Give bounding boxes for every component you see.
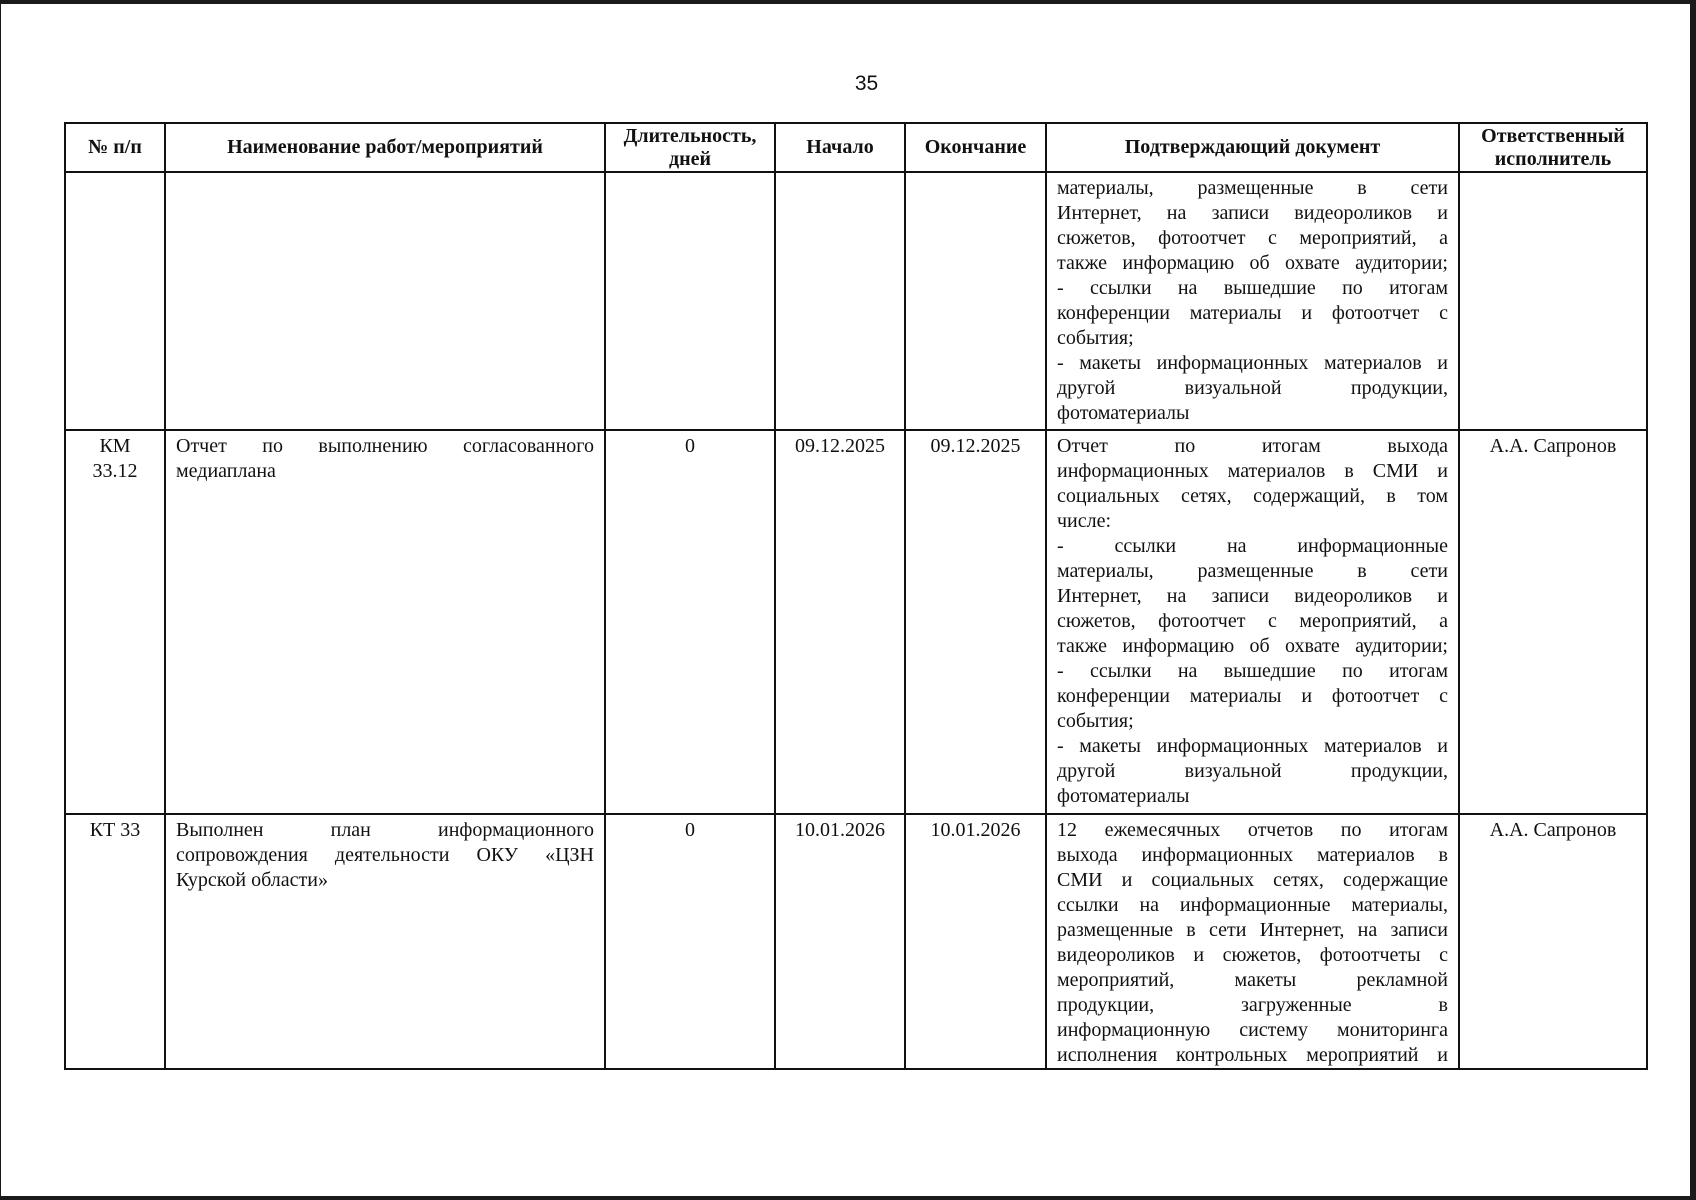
cell-responsible <box>1459 172 1647 430</box>
document-line: размещенные в сети Интернет, на записи <box>1057 919 1448 941</box>
document-line: информационных материалов в СМИ и <box>1057 460 1448 482</box>
cell-document <box>1046 814 1459 1069</box>
document-line: сюжетов, фотоотчет с мероприятий, а <box>1057 227 1448 249</box>
name-line: Выполнен план информационного <box>176 819 594 841</box>
document-line: социальных сетях, содержащий, в том <box>1057 485 1448 507</box>
document-line: Интернет, на записи видеороликов и <box>1057 202 1448 224</box>
cell-responsible: А.А. Сапронов <box>1459 814 1647 1069</box>
document-line: информационную систему мониторинга <box>1057 1019 1448 1041</box>
cell-duration <box>605 172 775 430</box>
document-line: видеороликов и сюжетов, фотоотчеты с <box>1057 944 1448 966</box>
table-row <box>65 172 1647 430</box>
document-line: конференции материалы и фотоотчет с <box>1057 685 1448 707</box>
header-start: Начало <box>775 123 905 172</box>
document-line: - макеты информационных материалов и <box>1057 735 1448 757</box>
cell-document <box>1046 172 1459 430</box>
table-row <box>65 814 1647 1069</box>
document-line: также информацию об охвате аудитории; <box>1057 635 1448 657</box>
document-line: конференции материалы и фотоотчет с <box>1057 302 1448 324</box>
name-line: медиаплана <box>176 460 276 482</box>
cell-start <box>775 172 905 430</box>
cell-name <box>165 430 605 814</box>
document-line: Интернет, на записи видеороликов и <box>1057 585 1448 607</box>
name-line: Курской области» <box>176 869 328 891</box>
document-line: числе: <box>1057 510 1112 532</box>
header-duration: Длительность, дней <box>605 123 775 172</box>
cell-duration: 0 <box>605 814 775 1069</box>
document-line: другой визуальной продукции, <box>1057 377 1448 399</box>
document-line: материалы, размещенные в сети <box>1057 177 1448 199</box>
document-line: 12 ежемесячных отчетов по итогам <box>1057 819 1448 841</box>
header-end: Окончание <box>905 123 1046 172</box>
cell-end: 09.12.2025 <box>905 430 1046 814</box>
table-row <box>65 430 1647 814</box>
cell-end: 10.01.2026 <box>905 814 1046 1069</box>
cell-responsible: А.А. Сапронов <box>1459 430 1647 814</box>
document-line: события; <box>1057 710 1134 732</box>
document-line: ссылки на информационные материалы, <box>1057 894 1448 916</box>
document-line: материалы, размещенные в сети <box>1057 560 1448 582</box>
document-line: также информацию об охвате аудитории; <box>1057 252 1448 274</box>
table-header-row <box>65 123 1647 172</box>
work-plan-table <box>64 122 1648 1070</box>
cell-duration: 0 <box>605 430 775 814</box>
header-num: № п/п <box>65 123 165 172</box>
cell-name <box>165 172 605 430</box>
document-line: мероприятий, макеты рекламной <box>1057 969 1448 991</box>
header-name: Наименование работ/мероприятий <box>165 123 605 172</box>
cell-num: КТ 33 <box>65 814 165 1069</box>
header-document: Подтверждающий документ <box>1046 123 1459 172</box>
document-line: Отчет по итогам выхода <box>1057 435 1448 457</box>
cell-end <box>905 172 1046 430</box>
document-line: - макеты информационных материалов и <box>1057 352 1448 374</box>
document-line: другой визуальной продукции, <box>1057 760 1448 782</box>
document-line: - ссылки на вышедшие по итогам <box>1057 277 1448 299</box>
document-line: сюжетов, фотоотчет с мероприятий, а <box>1057 610 1448 632</box>
page-number: 35 <box>854 72 879 95</box>
document-line: СМИ и социальных сетях, содержащие <box>1057 869 1448 891</box>
document-line: исполнения контрольных мероприятий и <box>1057 1044 1448 1066</box>
document-line: продукции, загруженные в <box>1057 994 1448 1016</box>
cell-name <box>165 814 605 1069</box>
document-line: - ссылки на вышедшие по итогам <box>1057 660 1448 682</box>
cell-start: 09.12.2025 <box>775 430 905 814</box>
document-line: - ссылки на информационные <box>1057 535 1448 557</box>
cell-num <box>65 172 165 430</box>
cell-document <box>1046 430 1459 814</box>
name-line: Отчет по выполнению согласованного <box>176 435 594 457</box>
header-responsible: Ответственный исполнитель <box>1459 123 1647 172</box>
document-line: события; <box>1057 327 1134 349</box>
document-line: фотоматериалы <box>1057 785 1190 807</box>
cell-num: КМ 33.12 <box>65 430 165 814</box>
name-line: сопровождения деятельности ОКУ «ЦЗН <box>176 844 594 866</box>
document-line: выхода информационных материалов в <box>1057 844 1448 866</box>
cell-start: 10.01.2026 <box>775 814 905 1069</box>
document-line: фотоматериалы <box>1057 402 1190 424</box>
